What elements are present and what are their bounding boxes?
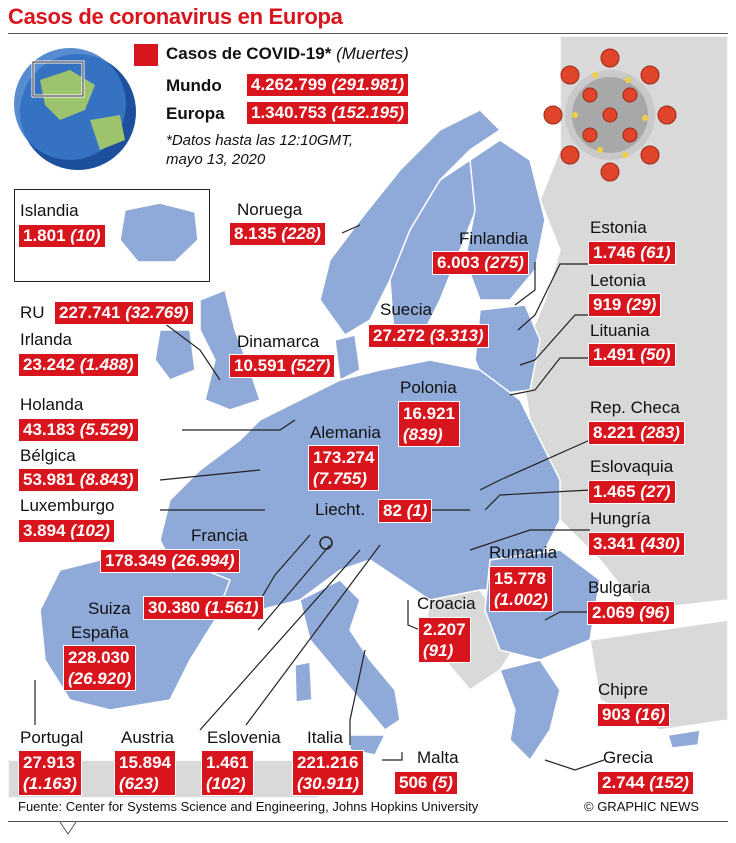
- box-austria: 15.894 (623): [114, 750, 176, 796]
- box-luxemburgo: 3.894 (102): [18, 519, 115, 543]
- label-eslovaquia: Eslovaquia: [590, 457, 674, 476]
- box-eslovenia: 1.461 (102): [201, 750, 254, 796]
- credit: © GRAPHIC NEWS: [584, 799, 700, 814]
- label-letonia: Letonia: [590, 271, 646, 290]
- page-title: Casos de coronavirus en Europa: [8, 4, 343, 29]
- label-austria: Austria: [121, 728, 174, 747]
- label-finlandia: Finlandia: [459, 229, 528, 248]
- box-bulgaria: 2.069 (96): [587, 601, 675, 625]
- label-suiza: Suiza: [88, 599, 131, 618]
- box-noruega: 8.135 (228): [229, 222, 326, 246]
- legend-swatch: [134, 44, 158, 66]
- footer-divider: [8, 821, 728, 822]
- label-croacia: Croacia: [417, 594, 476, 613]
- label-eslovenia: Eslovenia: [207, 728, 281, 747]
- label-irlanda: Irlanda: [20, 330, 72, 349]
- label-portugal: Portugal: [20, 728, 84, 747]
- box-croacia: 2.207 (91): [418, 617, 471, 663]
- box-ru: 227.741 (32.769): [54, 301, 194, 325]
- europe-label: Europa: [166, 104, 225, 123]
- box-rumania: 15.778 (1.002): [489, 566, 553, 612]
- box-finlandia: 6.003 (275): [432, 251, 529, 275]
- label-estonia: Estonia: [590, 218, 647, 237]
- box-italia: 221.216 (30.911): [292, 750, 364, 796]
- label-chipre: Chipre: [598, 680, 649, 699]
- box-eslovaquia: 1.465 (27): [588, 480, 676, 504]
- world-label: Mundo: [166, 76, 222, 95]
- label-lituania: Lituania: [590, 321, 650, 340]
- box-letonia: 919 (29): [588, 293, 661, 317]
- label-italia: Italia: [307, 728, 343, 747]
- box-liecht: 82 (1): [378, 499, 432, 523]
- box-dinamarca: 10.591 (527): [229, 354, 335, 378]
- label-rumania: Rumania: [489, 543, 558, 562]
- box-grecia: 2.744 (152): [597, 771, 694, 795]
- label-grecia: Grecia: [603, 748, 654, 767]
- label-suecia: Suecia: [380, 300, 432, 319]
- label-liecht: Liecht.: [315, 500, 366, 519]
- liechtenstein-marker: [320, 537, 332, 549]
- box-francia: 178.349 (26.994): [100, 549, 240, 573]
- box-alemania: 173.274 (7.755): [308, 445, 379, 491]
- label-islandia: Islandia: [20, 201, 79, 220]
- label-bulgaria: Bulgaria: [588, 578, 651, 597]
- label-alemania: Alemania: [310, 423, 381, 442]
- label-francia: Francia: [191, 526, 248, 545]
- box-chipre: 903 (16): [597, 703, 670, 727]
- legend-label: Casos de COVID-19* (Muertes): [166, 44, 409, 63]
- label-noruega: Noruega: [237, 200, 303, 219]
- sardinia-shape: [295, 662, 312, 702]
- greece-shape: [500, 660, 560, 760]
- box-islandia: 1.801 (10): [18, 224, 106, 248]
- italy-shape: [300, 580, 400, 730]
- box-rep-checa: 8.221 (283): [588, 421, 685, 445]
- denmark-shape: [335, 335, 360, 380]
- label-holanda: Holanda: [20, 395, 84, 414]
- label-ru: RU: [20, 303, 45, 322]
- label-espana: España: [71, 623, 129, 642]
- box-espana: 228.030 (26.920): [63, 645, 136, 691]
- box-hungria: 3.341 (430): [588, 532, 685, 556]
- label-dinamarca: Dinamarca: [237, 332, 320, 351]
- cyprus-shape: [668, 730, 700, 748]
- box-holanda: 43.183 (5.529): [18, 418, 139, 442]
- box-portugal: 27.913 (1.163): [18, 750, 82, 796]
- data-note: *Datos hasta las 12:10GMT, mayo 13, 2020: [166, 132, 354, 168]
- world-total-box: 4.262.799 (291.981): [246, 73, 409, 97]
- box-polonia: 16.921 (839): [398, 401, 460, 447]
- box-suiza: 30.380 (1.561): [143, 596, 264, 620]
- box-malta: 506 (5): [394, 771, 458, 795]
- box-irlanda: 23.242 (1.488): [18, 353, 139, 377]
- finland-shape: [465, 140, 545, 300]
- box-estonia: 1.746 (61): [588, 241, 676, 265]
- box-belgica: 53.981 (8.843): [18, 468, 139, 492]
- label-polonia: Polonia: [400, 378, 457, 397]
- label-malta: Malta: [417, 748, 459, 767]
- source-note: Fuente: Center for Systems Science and Engineering, Johns Hopkins University: [18, 799, 479, 814]
- globe-icon: [14, 48, 136, 170]
- box-suecia: 27.272 (3.313): [368, 324, 489, 348]
- label-rep-checa: Rep. Checa: [590, 398, 680, 417]
- box-lituania: 1.491 (50): [588, 343, 676, 367]
- ireland-shape: [155, 330, 195, 380]
- label-belgica: Bélgica: [20, 446, 76, 465]
- europe-total-box: 1.340.753 (152.195): [246, 101, 409, 125]
- label-luxemburgo: Luxemburgo: [20, 496, 115, 515]
- label-hungria: Hungría: [590, 509, 651, 528]
